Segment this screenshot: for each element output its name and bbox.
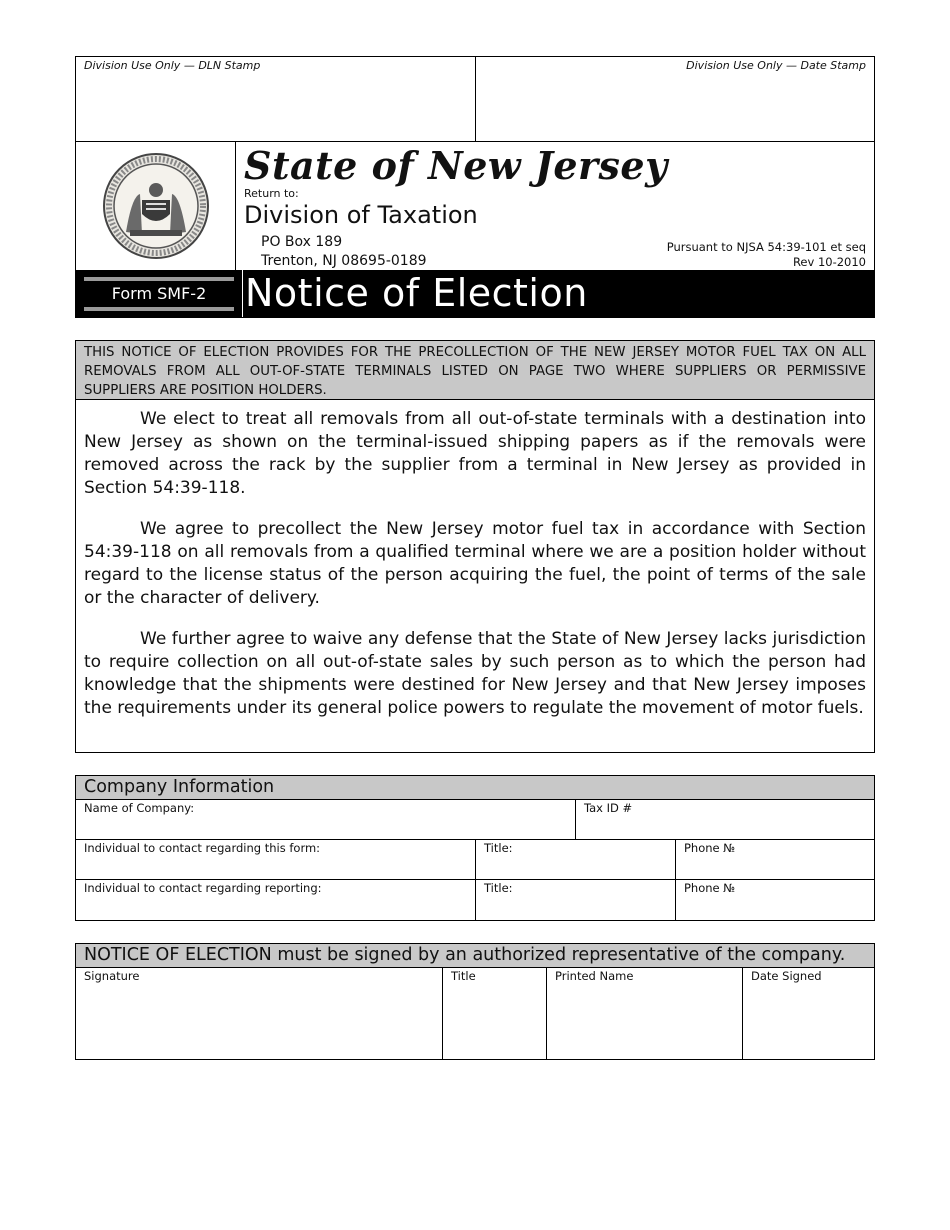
form-id-cell	[76, 270, 243, 317]
election-paragraph-1: We elect to treat all removals from all out-of-state terminals with a destination into New Jersey as shown on the terminal-issued shipping papers as if the removals were removed across the rack by the supplier from a terminal in New Jersey as provided in Section 54:39-118.	[84, 409, 866, 498]
mailing-address	[261, 233, 427, 271]
date-stamp-label: Division Use Only — Date Stamp	[686, 59, 866, 72]
election-heading: THIS NOTICE OF ELECTION PROVIDES FOR THE PRECOLLECTION OF THE NEW JERSEY MOTOR FUEL TAX ON ALL REMOVALS FROM ALL OUT-OF-STATE TERMINALS LISTED ON PAGE TWO WHERE SUPPLIERS OR PERMISSIVE SUPPLIERS ARE POSITION HOLDERS.	[76, 341, 874, 400]
company-name-row	[76, 800, 874, 840]
signature-row	[76, 968, 874, 1060]
contact-reporting-title-field[interactable]	[476, 880, 676, 920]
contact-form-phone-label: Phone №	[684, 841, 736, 855]
signature-section	[75, 943, 875, 1060]
election-paragraph-3: We further agree to waive any defense that the State of New Jersey lacks jurisdiction to require collection on all out-of-state sales by such person as to which the person had knowledge that the shipments were destined for New Jersey and that New Jersey imposes the requirements under its general police powers to regulate the movement of motor fuels.	[84, 629, 866, 718]
contact-reporting-phone-label: Phone №	[684, 881, 736, 895]
company-information-section	[75, 775, 875, 921]
dln-stamp-box	[76, 57, 476, 141]
address-line-2: Trenton, NJ 08695-0189	[261, 253, 427, 269]
form-title-bar	[76, 270, 874, 317]
election-statement	[75, 340, 875, 753]
division-stamp-area	[75, 56, 875, 142]
statute-text: Pursuant to NJSA 54:39-101 et seq	[666, 240, 866, 254]
address-line-1: PO Box 189	[261, 234, 343, 250]
company-information-heading: Company Information	[76, 776, 874, 800]
election-paragraph-2: We agree to precollect the New Jersey motor fuel tax in accordance with Section 54:39-118 on all removals from a qualified terminal where we are a position holder without regard to the license status of the person acquiring the fuel, the point of terms of the sale or the character of delivery.	[84, 519, 866, 608]
return-to-label: Return to:	[244, 187, 299, 200]
revision-text: Rev 10-2010	[792, 255, 866, 269]
contact-reporting-title-label: Title:	[484, 881, 513, 895]
signer-title-label: Title	[451, 969, 476, 983]
signature-label: Signature	[84, 969, 140, 983]
printed-name-label: Printed Name	[555, 969, 634, 983]
date-signed-label: Date Signed	[751, 969, 822, 983]
tax-id-field[interactable]	[576, 800, 874, 839]
company-name-label: Name of Company:	[84, 801, 195, 815]
form-title: Notice of Election	[245, 271, 588, 315]
tax-id-label: Tax ID #	[584, 801, 633, 815]
contact-form-title-field[interactable]	[476, 840, 676, 879]
election-body	[76, 400, 874, 728]
statute-reference	[667, 240, 866, 270]
contact-form-phone-field[interactable]	[676, 840, 874, 879]
contact-form-title-label: Title:	[484, 841, 513, 855]
form-id: Form SMF-2	[84, 277, 234, 311]
seal-cell	[76, 141, 236, 271]
contact-form-name-label: Individual to contact regarding this form:	[84, 841, 321, 855]
contact-form-name-field[interactable]	[76, 840, 476, 879]
state-title: State of New Jersey	[244, 143, 668, 188]
printed-name-field[interactable]	[547, 968, 743, 1060]
contact-form-row	[76, 840, 874, 880]
contact-reporting-row	[76, 880, 874, 920]
date-stamp-box	[476, 57, 875, 141]
date-signed-field[interactable]	[743, 968, 874, 1060]
division-name: Division of Taxation	[244, 201, 478, 229]
contact-reporting-phone-field[interactable]	[676, 880, 874, 920]
dln-stamp-label: Division Use Only — DLN Stamp	[84, 59, 261, 72]
contact-reporting-name-field[interactable]	[76, 880, 476, 920]
contact-reporting-name-label: Individual to contact regarding reporting:	[84, 881, 322, 895]
signer-title-field[interactable]	[443, 968, 547, 1060]
state-seal-icon	[102, 152, 210, 260]
signature-field[interactable]	[76, 968, 443, 1060]
company-name-field[interactable]	[76, 800, 576, 839]
signature-heading: NOTICE OF ELECTION must be signed by an authorized representative of the company.	[76, 944, 874, 968]
form-header	[75, 141, 875, 318]
